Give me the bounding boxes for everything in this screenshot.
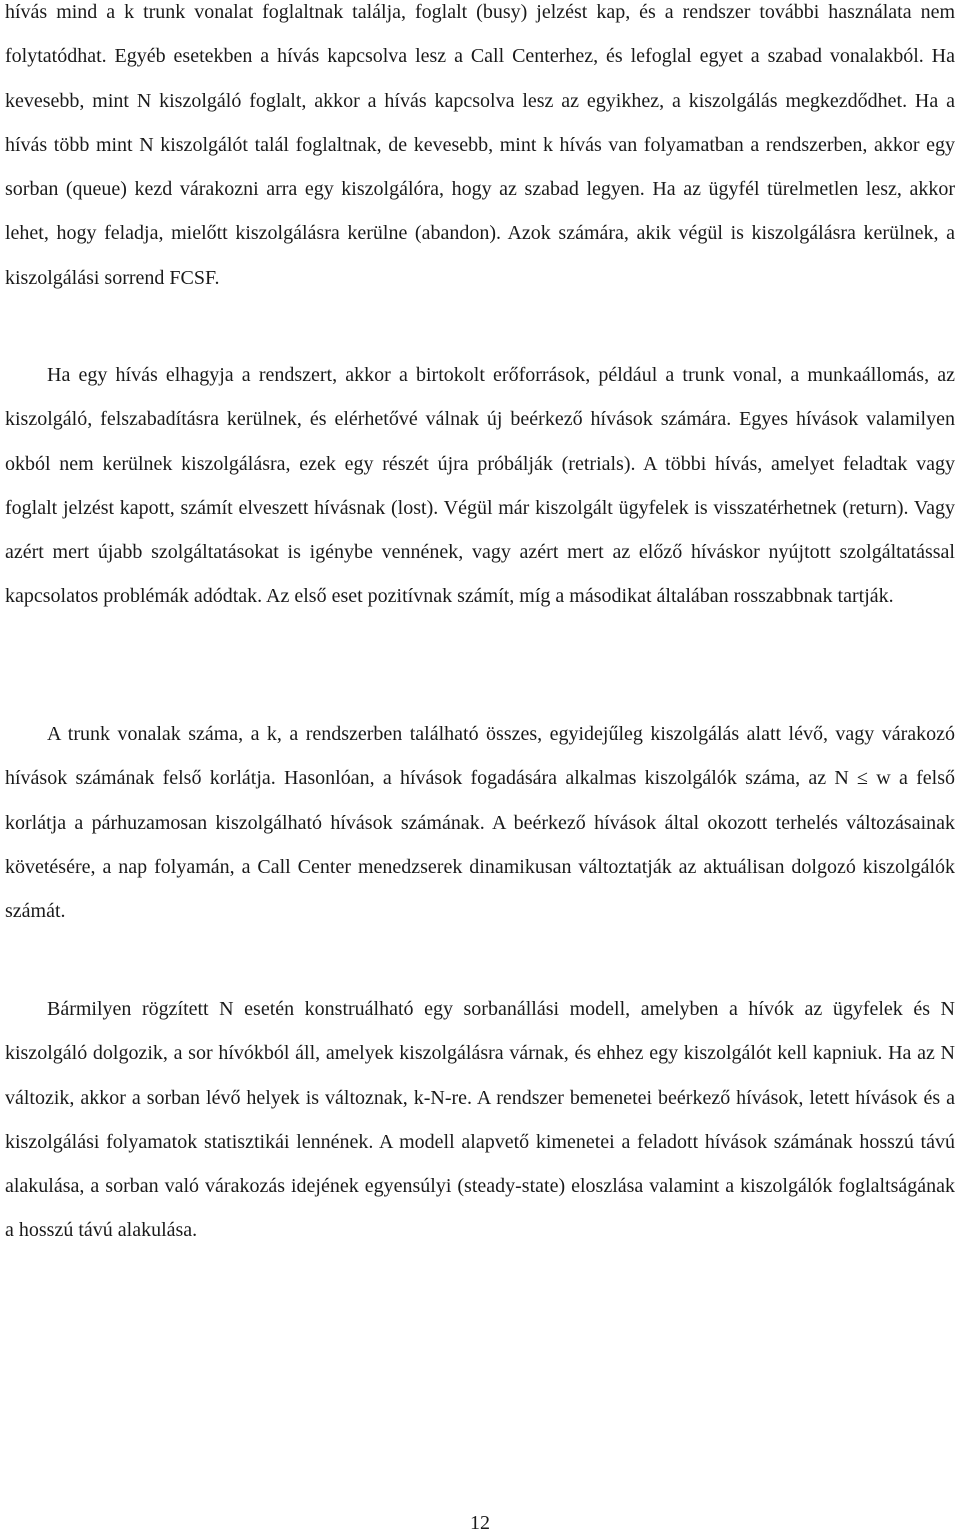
paragraph-1: hívás mind a k trunk vonalat foglaltnak találja, foglalt (busy) jelzést kap, és a rendszer további használata nem folytatódhat. Egyéb esetekben a hívás kapcsolva lesz a Call Centerhez, és lefoglal egyet a szabad vonalakból. Ha kevesebb, mint N kiszolgáló foglalt, akkor a hívás kapcsolva lesz az egyikhez, a kiszolgálás megkezdődhet. Ha a hívás több mint N kiszolgálót talál foglaltnak, de kevesebb, mint k hívás van folyamatban a rendszerben, akkor egy sorban (queue) kezd várakozni arra egy kiszolgálóra, hogy az szabad legyen. Ha az ügyfél türelmetlen lesz, akkor lehet, hogy feladja, mielőtt kiszolgálásra kerülne (abandon). Azok számára, akik végül is kiszolgálásra kerülnek, a kiszolgálási sorrend FCSF. <box>5 1 955 289</box>
page-number: 12 <box>470 1512 490 1534</box>
paragraph-4: Bármilyen rögzített N esetén konstruálható egy sorbanállási modell, amelyben a hívók az ügyfelek és N kiszolgáló dolgozik, a sor hívókból áll, amelyek kiszolgálásra várnak, és ehhez egy kiszolgálót kell kapniuk. Ha az N változik, akkor a sorban lévő helyek is változnak, k-N-re. A rendszer bemenetei beérkező hívások, letett hívások és a kiszolgálási folyamatok statisztikái lennének. A modell alapvető kimenetei a feladott hívások számának hosszú távú alakulása, a sorban való várakozás idejének egyensúlyi (steady-state) eloszlása valamint a kiszolgálók foglaltságának a hosszú távú alakulása. <box>5 998 955 1242</box>
paragraph-3: A trunk vonalak száma, a k, a rendszerben található összes, egyidejűleg kiszolgálás alatt lévő, vagy várakozó hívások számának felső korlátja. Hasonlóan, a hívások fogadására alkalmas kiszolgálók száma, az N ≤ w a felső korlátja a párhuzamosan kiszolgálható hívások számának. A beérkező hívások által okozott terhelés változásainak követésére, a nap folyamán, a Call Center menedzserek dinamikusan változtatják az aktuálisan dolgozó kiszolgálók számát. <box>5 723 955 923</box>
paragraph-2: Ha egy hívás elhagyja a rendszert, akkor a birtokolt erőforrások, például a trunk vonal, a munkaállomás, az kiszolgáló, felszabadításra kerülnek, és elérhetővé válnak új beérkező hívások számára. Egyes hívások valamilyen okból nem kerülnek kiszolgálásra, ezek egy részét újra próbálják (retrials). A többi hívás, amelyet feladtak vagy foglalt jelzést kapott, számít elveszett hívásnak (lost). Végül már kiszolgált ügyfelek is visszatérhetnek (return). Vagy azért mert újabb szolgáltatásokat is igénybe vennének, vagy azért mert az előző híváskor nyújtott szolgáltatással kapcsolatos problémák adódtak. Az első eset pozitívnak számít, míg a másodikat általában rosszabbnak tartják. <box>5 364 955 608</box>
